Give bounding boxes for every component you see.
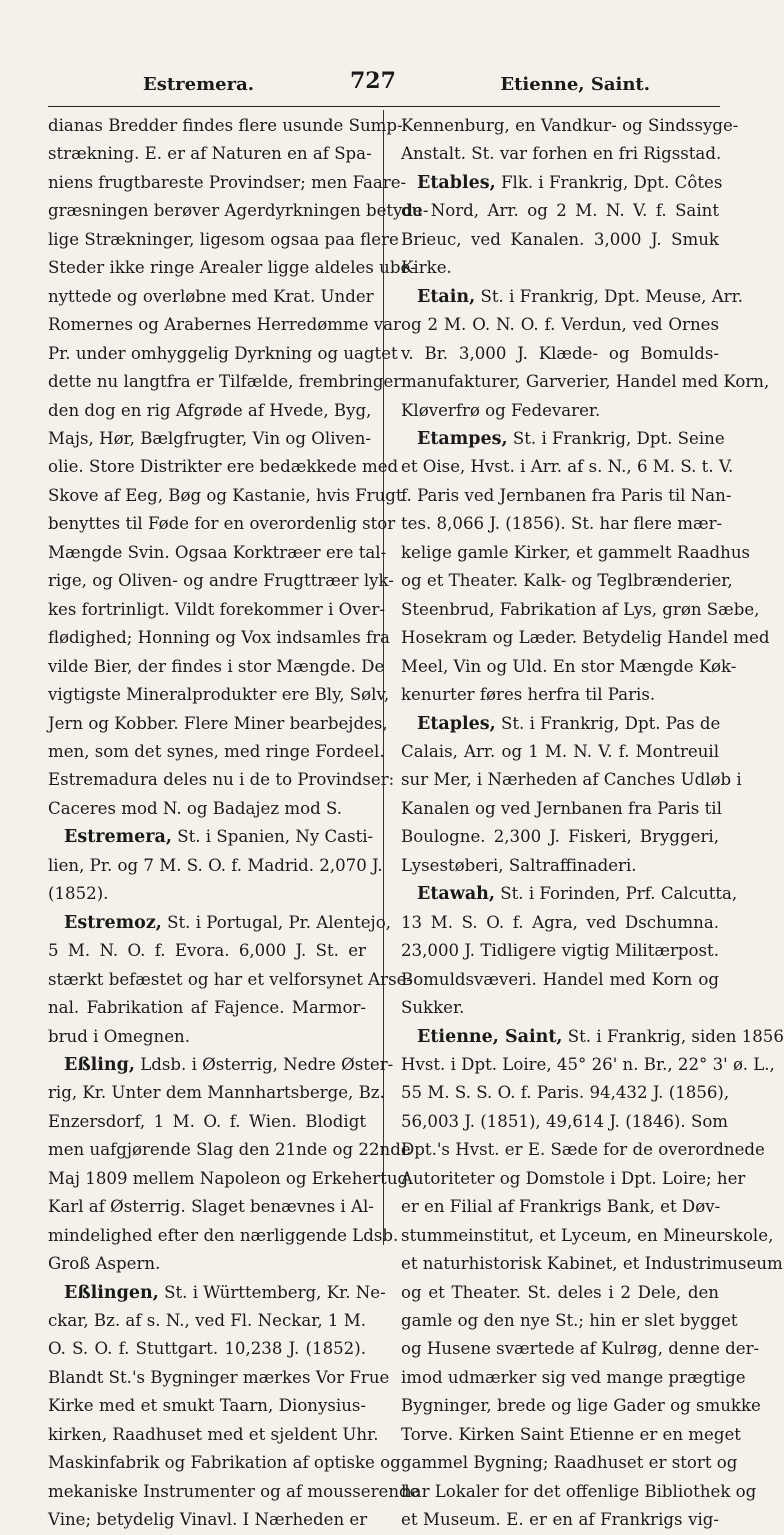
text-line: [401, 1506, 719, 1534]
line-text: flødighed; Honning og Vox indsamles fra: [48, 628, 390, 648]
line-text: Mængde Svin. Ogsaa Korktræer ere tal-: [48, 542, 387, 562]
line-text: brud i Omegnen.: [48, 1026, 190, 1046]
line-text: St. i Frankrig, siden 1856: [562, 1026, 784, 1046]
line-text: Romernes og Arabernes Herredømme var: [48, 315, 401, 335]
line-text: Pr. under omhyggelig Dyrkning og uagtet: [48, 343, 398, 363]
text-line: [48, 738, 385, 766]
text-line: [401, 624, 770, 652]
line-text: rig, Kr. Unter dem Mannhartsberge, Bz.: [48, 1083, 385, 1103]
line-text: lien, Pr. og 7 M. S. O. f. Madrid. 2,070 J.: [48, 855, 383, 875]
text-line: [401, 1421, 741, 1449]
text-line: [401, 1051, 775, 1079]
text-line: [401, 1193, 719, 1221]
line-text: Bomuldsvæveri. Handel med Korn og: [401, 969, 719, 989]
line-text: Blandt St.'s Bygninger mærkes Vor Frue: [48, 1367, 390, 1387]
text-line: [48, 311, 401, 339]
line-text: gamle og den nye St.; hin er slet bygget: [401, 1311, 738, 1331]
text-line: [48, 1421, 379, 1449]
text-line: [401, 1250, 783, 1278]
line-text: Maskinfabrik og Fabrikation af optiske og: [48, 1453, 401, 1473]
line-text: Enzersdorf, 1 M. O. f. Wien. Blodigt: [48, 1111, 366, 1131]
line-text: (1852).: [48, 884, 109, 904]
entry-first-line: [401, 1023, 784, 1051]
text-line: [401, 1478, 757, 1506]
text-line: [401, 482, 732, 510]
entry-headword: Estremera,: [64, 827, 172, 848]
text-line: [48, 453, 399, 481]
entry-headword: Etables,: [417, 172, 496, 193]
line-text: græsningen berøver Agerdyrkningen betyde-: [48, 201, 429, 221]
text-line: [48, 766, 395, 794]
text-line: [48, 1392, 366, 1420]
text-line: [48, 710, 388, 738]
line-text: Caceres mod N. og Badajez mod S.: [48, 798, 343, 818]
entry-headword: Etienne, Saint,: [417, 1026, 563, 1047]
line-text: Brieuc, ved Kanalen. 3,000 J. Smuk: [401, 229, 719, 249]
page-header: [48, 68, 720, 104]
line-text: Sukker.: [401, 998, 465, 1018]
text-line: [401, 653, 737, 681]
text-line: [48, 510, 396, 538]
text-line: [401, 596, 760, 624]
text-line: [401, 1165, 746, 1193]
right-column: [401, 112, 784, 1535]
line-text: ckar, Bz. af s. N., ved Fl. Neckar, 1 M.: [48, 1311, 366, 1331]
line-text: mindelighed efter den nærliggende Ldsb.: [48, 1225, 399, 1245]
line-text: 13 M. S. O. f. Agra, ved Dschumna.: [401, 912, 719, 932]
entry-first-line: [401, 880, 738, 908]
text-line: [48, 1193, 374, 1221]
line-text: er en Filial af Frankrigs Bank, et Døv-: [401, 1197, 721, 1217]
line-text: Karl af Østerrig. Slaget benævnes i Al-: [48, 1197, 374, 1217]
text-line: [48, 1449, 401, 1477]
text-line: [401, 738, 719, 766]
entry-headword: Etampes,: [417, 428, 508, 449]
line-text: Boulogne. 2,300 J. Fiskeri, Bryggeri,: [401, 827, 719, 847]
line-text: og et Theater. St. deles i 2 Dele, den: [401, 1282, 719, 1302]
line-text: Anstalt. St. var forhen en fri Rigsstad.: [401, 144, 722, 164]
text-line: [48, 852, 383, 880]
text-line: [48, 795, 366, 823]
text-line: [401, 1335, 760, 1363]
entry-first-line: [401, 283, 743, 311]
line-text: dianas Bredder findes flere usunde Sump-: [48, 116, 403, 135]
line-text: nyttede og overløbne med Krat. Under: [48, 286, 374, 306]
line-text: benyttes til Føde for en overordenlig stor: [48, 514, 396, 534]
text-line: [401, 567, 733, 595]
line-text: stummeinstitut, et Lyceum, en Mineurskole,: [401, 1225, 774, 1245]
entry-headword: Etain,: [417, 286, 476, 307]
line-text: men uafgjørende Slag den 21nde og 22nde: [48, 1140, 411, 1160]
line-text: Vine; betydelig Vinavl. I Nærheden er: [48, 1510, 368, 1530]
text-line: [48, 1250, 366, 1278]
line-text: sur Mer, i Nærheden af Canches Udløb i: [401, 770, 742, 790]
line-text: St. i Frankrig, Dpt. Seine: [507, 428, 725, 448]
text-line: [401, 1307, 738, 1335]
line-text: St. i Württemberg, Kr. Ne-: [158, 1282, 386, 1302]
text-line: [401, 852, 719, 880]
entry-headword: Estremoz,: [64, 912, 162, 933]
text-line: [401, 1392, 761, 1420]
text-line: [48, 112, 403, 140]
line-text: St. i Frankrig, Dpt. Pas de: [495, 713, 721, 733]
line-text: stærkt befæstet og har et velforsynet Arse-: [48, 969, 413, 989]
line-text: et Museum. E. er en af Frankrigs vig-: [401, 1510, 719, 1530]
entry-headword: Etaples,: [417, 713, 496, 734]
line-text: Dpt.'s Hvst. er E. Sæde for de overordnede: [401, 1140, 765, 1160]
line-text: Hvst. i Dpt. Loire, 45° 26' n. Br., 22° 3' ø. L.,: [401, 1054, 775, 1074]
page-number: 727: [350, 68, 396, 94]
text-line: [401, 197, 719, 225]
text-line: [401, 112, 739, 140]
text-line: [401, 311, 719, 339]
text-line: [48, 425, 372, 453]
text-line: [48, 1108, 366, 1136]
line-text: St. i Forinden, Prf. Calcutta,: [494, 884, 738, 904]
line-text: strækning. E. er af Naturen en af Spa-: [48, 144, 372, 164]
text-line: [48, 340, 398, 368]
text-line: [401, 539, 751, 567]
line-text: lige Strækninger, ligesom ogsaa paa flere: [48, 229, 399, 249]
line-text: et Oise, Hvst. i Arr. af s. N., 6 M. S. t. V.: [401, 457, 734, 477]
line-text: Kløverfrø og Fedevarer.: [401, 400, 601, 420]
line-text: St. i Spanien, Ny Casti-: [171, 827, 374, 847]
text-line: [48, 254, 416, 282]
text-line: [48, 1136, 411, 1164]
text-line: [48, 624, 390, 652]
line-text: og et Theater. Kalk- og Teglbrænderier,: [401, 571, 733, 591]
text-line: [48, 197, 429, 225]
text-line: [401, 681, 719, 709]
line-text: kes fortrinligt. Vildt forekommer i Over-: [48, 599, 385, 619]
line-text: 5 M. N. O. f. Evora. 6,000 J. St. er: [48, 941, 366, 961]
text-line: [401, 1108, 729, 1136]
text-line: [48, 966, 413, 994]
line-text: dette nu langtfra er Tilfælde, frembringer: [48, 372, 402, 392]
text-line: [48, 368, 402, 396]
line-text: gammel Bygning; Raadhuset er stort og: [401, 1453, 738, 1473]
line-text: kirken, Raadhuset med et sjeldent Uhr.: [48, 1424, 379, 1444]
text-line: [48, 283, 374, 311]
text-line: [48, 539, 387, 567]
text-line: [401, 1136, 765, 1164]
text-line: [401, 1279, 719, 1307]
text-line: [401, 1079, 730, 1107]
text-line: [401, 966, 719, 994]
line-text: f. Paris ved Jernbanen fra Paris til Nan-: [401, 485, 732, 505]
line-text: imod udmærker sig ved mange prægtige: [401, 1367, 746, 1387]
line-text: 23,000 J. Tidligere vigtig Militærpost.: [401, 941, 719, 961]
entry-first-line: [401, 710, 719, 738]
line-text: tes. 8,066 J. (1856). St. har flere mær-: [401, 514, 723, 534]
line-text: og 2 M. O. N. O. f. Verdun, ved Ornes: [401, 315, 719, 335]
line-text: O. S. O. f. Stuttgart. 10,238 J. (1852).: [48, 1339, 366, 1359]
entry-headword: Eßlingen,: [64, 1282, 159, 1303]
line-text: Hosekram og Læder. Betydelig Handel med: [401, 628, 770, 648]
text-line: [48, 169, 407, 197]
text-line: [401, 340, 719, 368]
entry-first-line: [48, 1279, 386, 1307]
line-text: Jern og Kobber. Flere Miner bearbejdes,: [48, 713, 388, 733]
line-text: rige, og Oliven- og andre Frugttræer lyk-: [48, 571, 394, 591]
text-line: [401, 453, 734, 481]
text-line: [401, 226, 719, 254]
line-text: Flk. i Frankrig, Dpt. Côtes: [495, 172, 723, 192]
text-line: [401, 994, 719, 1022]
entry-first-line: [48, 1051, 394, 1079]
text-line: [48, 994, 366, 1022]
header-right-catchword: Etienne, Saint.: [500, 74, 650, 95]
line-text: Torve. Kirken Saint Etienne er en meget: [401, 1424, 741, 1444]
text-line: [48, 880, 366, 908]
text-line: [48, 397, 372, 425]
text-line: [48, 596, 385, 624]
entry-first-line: [401, 425, 725, 453]
entry-headword: Eßling,: [64, 1054, 135, 1075]
line-text: Kirke med et smukt Taarn, Dionysius-: [48, 1396, 366, 1416]
text-line: [401, 510, 723, 538]
line-text: 55 M. S. S. O. f. Paris. 94,432 J. (1856),: [401, 1083, 730, 1103]
line-text: Steenbrud, Fabrikation af Lys, grøn Sæbe,: [401, 599, 760, 619]
left-column: [48, 112, 429, 1535]
line-text: Majs, Hør, Bælgfrugter, Vin og Oliven-: [48, 428, 372, 448]
line-text: et naturhistorisk Kabinet, et Industrimuseum: [401, 1254, 783, 1274]
text-line: [48, 653, 385, 681]
entry-first-line: [48, 823, 374, 851]
text-line: [401, 368, 770, 396]
line-text: vilde Bier, der findes i stor Mængde. De: [48, 656, 385, 676]
line-text: kenurter føres herfra til Paris.: [401, 685, 656, 705]
text-line: [48, 1165, 409, 1193]
text-line: [401, 254, 719, 282]
line-text: mekaniske Instrumenter og af mousserende: [48, 1481, 420, 1501]
text-line: [48, 1478, 420, 1506]
line-text: kelige gamle Kirker, et gammelt Raadhus: [401, 542, 751, 562]
text-line: [401, 140, 722, 168]
line-text: Meel, Vin og Uld. En stor Mængde Køk-: [401, 656, 737, 676]
column-divider: [383, 110, 384, 1245]
text-line: [401, 823, 719, 851]
line-text: vigtigste Mineralprodukter ere Bly, Sølv,: [48, 685, 390, 705]
line-text: nal. Fabrikation af Fajence. Marmor-: [48, 998, 366, 1018]
text-line: [401, 766, 742, 794]
line-text: Estremadura deles nu i de to Provindser:: [48, 770, 395, 790]
text-line: [48, 1506, 366, 1534]
line-text: Bygninger, brede og lige Gader og smukke: [401, 1396, 761, 1416]
line-text: Calais, Arr. og 1 M. N. V. f. Montreuil: [401, 741, 719, 761]
line-text: og Husene sværtede af Kulrøg, denne der-: [401, 1339, 760, 1359]
line-text: manufakturer, Garverier, Handel med Korn,: [401, 372, 770, 392]
text-line: [48, 1079, 385, 1107]
line-text: Kanalen og ved Jernbanen fra Paris til: [401, 798, 722, 818]
line-text: Lysestøberi, Saltraffinaderi.: [401, 855, 637, 875]
text-line: [48, 1222, 399, 1250]
entry-first-line: [48, 909, 391, 937]
text-line: [48, 482, 403, 510]
text-line: [48, 567, 394, 595]
text-line: [48, 226, 399, 254]
text-line: [401, 1449, 738, 1477]
text-line: [48, 1023, 366, 1051]
text-line: [401, 1364, 746, 1392]
line-text: men, som det synes, med ringe Fordeel.: [48, 741, 385, 761]
line-text: Kirke.: [401, 258, 452, 278]
line-text: olie. Store Distrikter ere bedækkede med: [48, 457, 399, 477]
line-text: v. Br. 3,000 J. Klæde- og Bomulds-: [401, 343, 719, 363]
entry-headword: Etawah,: [417, 884, 495, 905]
text-line: [48, 1335, 366, 1363]
line-text: St. i Portugal, Pr. Alentejo,: [161, 912, 391, 932]
text-line: [48, 1307, 366, 1335]
line-text: Steder ikke ringe Arealer ligge aldeles ube-: [48, 258, 416, 278]
text-line: [48, 937, 366, 965]
text-line: [48, 140, 372, 168]
line-text: den dog en rig Afgrøde af Hvede, Byg,: [48, 400, 372, 420]
text-line: [401, 1222, 774, 1250]
header-left-catchword: Estremera.: [143, 74, 255, 95]
text-line: [401, 397, 719, 425]
header-rule: [48, 106, 720, 107]
line-text: Kennenburg, en Vandkur- og Sindssyge-: [401, 116, 739, 135]
text-line: [48, 1364, 390, 1392]
line-text: niens frugtbareste Provindser; men Faare-: [48, 172, 407, 192]
line-text: Skove af Eeg, Bøg og Kastanie, hvis Frugt: [48, 485, 403, 505]
line-text: har Lokaler for det offenlige Bibliothek og: [401, 1481, 757, 1501]
line-text: 56,003 J. (1851), 49,614 J. (1846). Som: [401, 1111, 729, 1131]
line-text: Maj 1809 mellem Napoleon og Erkehertug: [48, 1168, 409, 1188]
line-text: St. i Frankrig, Dpt. Meuse, Arr.: [475, 286, 743, 306]
text-line: [401, 795, 722, 823]
text-line: [401, 909, 719, 937]
text-line: [401, 937, 719, 965]
line-text: Autoriteter og Domstole i Dpt. Loire; her: [401, 1168, 746, 1188]
line-text: du Nord, Arr. og 2 M. N. V. f. Saint: [401, 201, 719, 221]
entry-first-line: [401, 169, 723, 197]
line-text: Groß Aspern.: [48, 1254, 161, 1274]
text-line: [48, 681, 390, 709]
line-text: Ldsb. i Østerrig, Nedre Øster-: [134, 1054, 394, 1074]
